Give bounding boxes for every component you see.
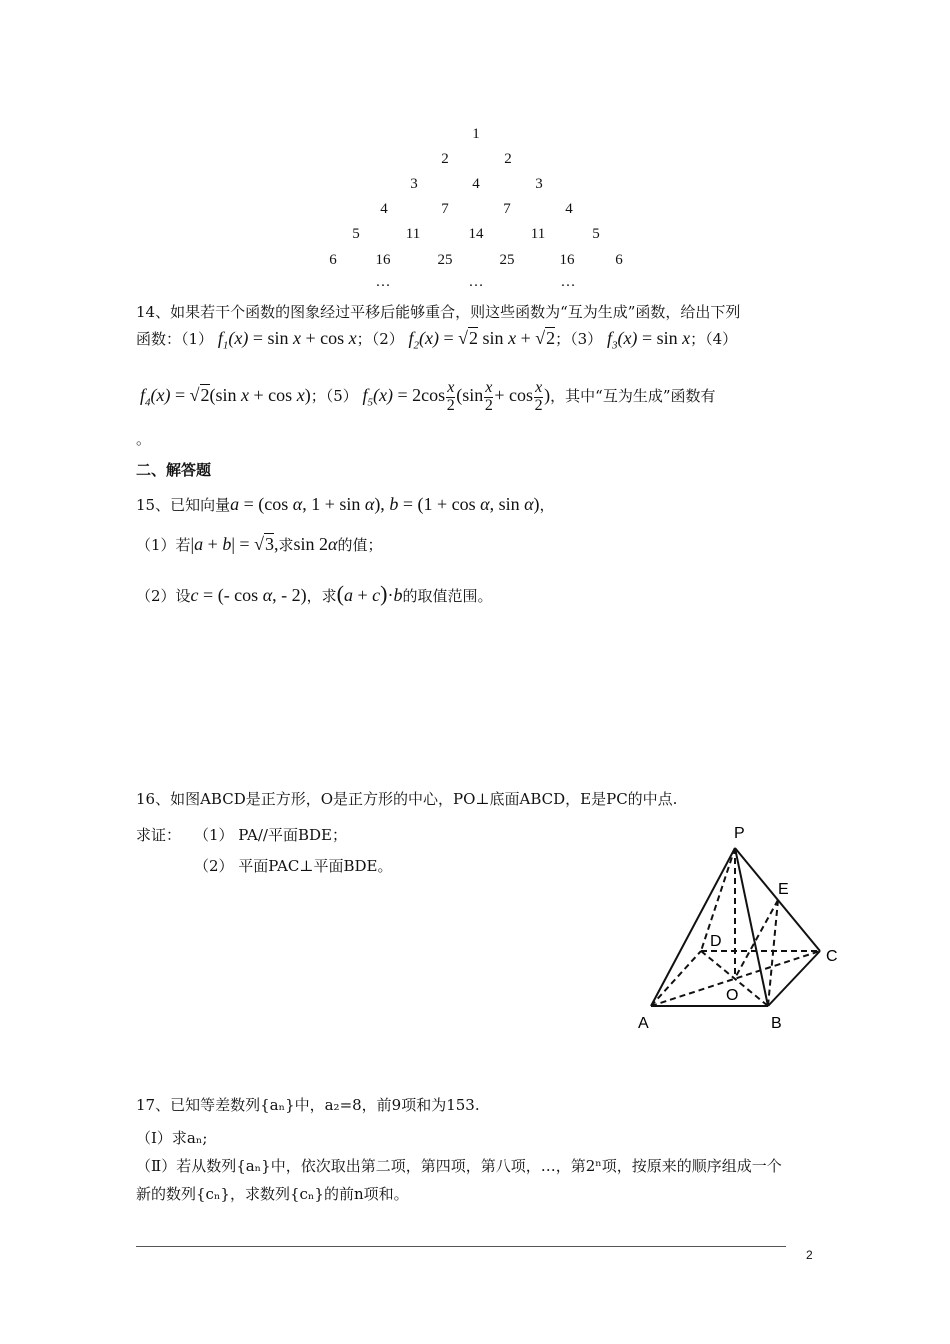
triangle-number: 11: [530, 226, 546, 242]
triangle-ellipsis: …: [375, 274, 391, 290]
footer-divider: [136, 1246, 786, 1247]
q17-stem: 17、已知等差数列{aₙ}中，a₂=8，前9项和为153.: [136, 1096, 480, 1114]
q16-stem: 16、如图ABCD是正方形，O是正方形的中心，PO⊥底面ABCD，E是PC的中点.: [136, 790, 678, 808]
q15-lead: 15、已知向量: [136, 496, 231, 514]
triangle-number: 4: [380, 201, 388, 217]
triangle-number: 2: [441, 151, 449, 167]
formula-sin2a: sin 2α: [293, 534, 338, 554]
triangle-number: 4: [565, 201, 573, 217]
q15-part2: [136, 581, 492, 607]
q16-item-2: （2） 平面PAC⊥平面BDE。: [194, 857, 393, 875]
triangle-number: 6: [615, 252, 623, 268]
label-e: E: [778, 881, 789, 898]
semicolon: ；: [310, 387, 326, 406]
q16-proof-label: 求证：: [136, 826, 182, 844]
semicolon: ；: [356, 330, 372, 348]
q15-part1-end: 的值；: [337, 536, 383, 554]
q14-label-1: （1）: [181, 330, 214, 348]
formula-f4: $f_4(x) = √2(\sin$ x + cos x): [140, 385, 311, 409]
triangle-number: 3: [410, 176, 418, 192]
q15-stem: [136, 494, 555, 515]
page-number: 2: [806, 1248, 813, 1262]
triangle-number: 16: [559, 252, 575, 268]
q14-label-5: （5）: [325, 387, 358, 406]
label-p: P: [734, 825, 745, 842]
q15-part1: [136, 534, 382, 555]
formula-f2: $f_2(x) = √2$ sin x + √2: [408, 328, 556, 352]
q15-part1-label: （1）若: [136, 536, 191, 554]
triangle-number: 5: [352, 226, 360, 242]
q17-part2-line2: 新的数列{cₙ}，求数列{cₙ}的前n项和。: [136, 1185, 409, 1203]
formula-norm: |a + b| = √3,: [190, 534, 279, 554]
triangle-number: 7: [503, 201, 511, 217]
formula-f3: $f_3(x) = \sin x$: [606, 328, 691, 352]
q14-line2: [136, 328, 737, 352]
label-a: A: [638, 1015, 649, 1032]
q14-line1: 14、如果若干个函数的图象经过平移后能够重合，则这些函数为“互为生成”函数，给出下列: [136, 303, 741, 321]
triangle-ellipsis: …: [560, 274, 576, 290]
q14-prefix: 函数：: [136, 330, 182, 348]
semicolon: ；: [690, 330, 706, 348]
q17-part1: （Ⅰ）求aₙ;: [136, 1129, 208, 1147]
formula-c: c = (- cos α, - 2): [190, 585, 307, 605]
q14-label-3: （3）: [570, 330, 603, 348]
q14-label-2: （2）: [371, 330, 404, 348]
semicolon: ；: [555, 330, 571, 348]
label-b: B: [771, 1015, 782, 1032]
triangle-ellipsis: …: [468, 274, 484, 290]
triangle-number: 2: [504, 151, 512, 167]
q15-part1-mid: 求: [278, 536, 294, 554]
triangle-number: 25: [499, 252, 515, 268]
label-o: O: [726, 987, 739, 1004]
triangle-number: 16: [375, 252, 391, 268]
triangle-number: 4: [472, 176, 480, 192]
formula-f1: $f_1(x) = \sin x + \cos x$: [217, 328, 357, 352]
triangle-number: 6: [329, 252, 337, 268]
q15-comma: ，: [539, 496, 555, 514]
q16-item-1: （1） PA//平面BDE；: [194, 826, 347, 844]
label-d: D: [710, 933, 722, 950]
label-c: C: [826, 948, 838, 965]
triangle-number: 11: [405, 226, 421, 242]
formula-vectors: a = (cos α, 1 + sin α), b = (1 + cos α, sin α): [230, 494, 540, 514]
q14-end: 。: [136, 430, 152, 448]
pyramid-figure: [620, 818, 850, 1040]
q15-part2-mid: ，求: [306, 587, 337, 605]
formula-dot: (a + c)·b: [336, 581, 403, 606]
formula-f5: $f_5(x) = 2\cos$ $\frac{x}{2}$ (sin $\frac{x}{2}$ + cos $\frac{x}{2}$ ): [362, 379, 551, 414]
q14-tail: ，其中“互为生成”函数有: [550, 387, 716, 406]
triangle-number: 1: [472, 126, 480, 142]
triangle-number: 7: [441, 201, 449, 217]
triangle-number: 5: [592, 226, 600, 242]
q15-part2-end: 的取值范围。: [402, 587, 493, 605]
q14-line3: [140, 380, 716, 414]
q14-label-4: （4）: [705, 330, 738, 348]
triangle-number: 14: [468, 226, 484, 242]
triangle-number: 25: [437, 252, 453, 268]
q15-part2-label: （2）设: [136, 587, 191, 605]
q17-part2-line1: （Ⅱ）若从数列{aₙ}中，依次取出第二项，第四项，第八项，…，第2ⁿ项，按原来的顺序组成一个: [136, 1157, 782, 1175]
section-title: 二、解答题: [136, 461, 212, 479]
triangle-number: 3: [535, 176, 543, 192]
